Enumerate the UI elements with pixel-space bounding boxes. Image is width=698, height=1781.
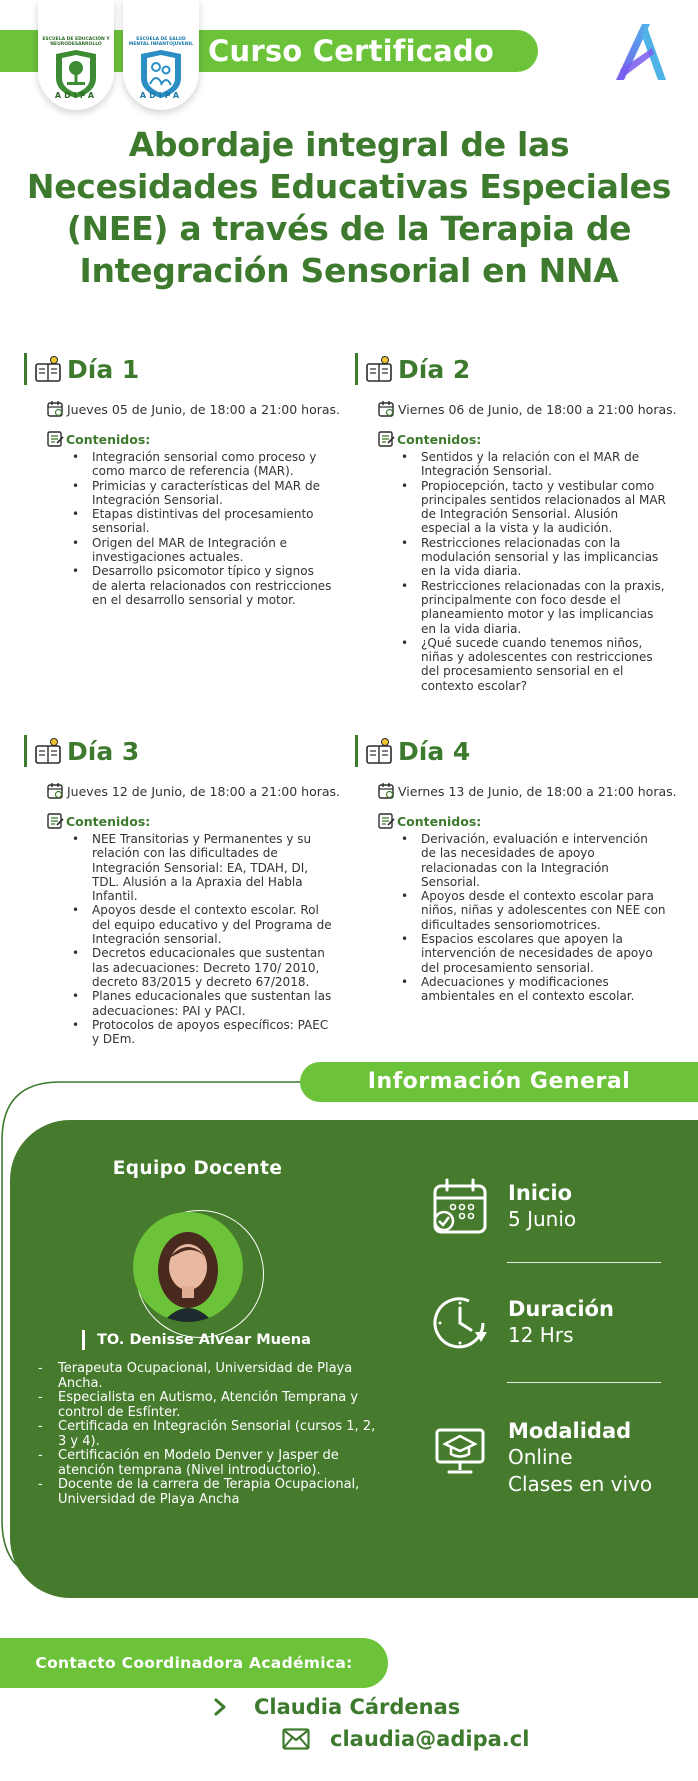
contact-name: Claudia Cárdenas [254, 1695, 461, 1719]
contents-label: Contenidos: [397, 813, 482, 829]
list-item: • Restricciones relacionadas con la modulación sensorial y las implicancias en la vida diaria. [401, 536, 666, 579]
list-item: • Apoyos desde el contexto escolar. Rol del equipo educativo y del Programa de Integración sensorial. [72, 903, 332, 946]
stat-label: Inicio [508, 1181, 573, 1205]
book-lightbulb-icon [33, 736, 63, 766]
book-lightbulb-icon [364, 736, 394, 766]
contents-header [377, 812, 690, 830]
day-date-text: Viernes 06 de Junio, de 18:00 a 21:00 horas. [398, 401, 677, 417]
day-title: Día 3 [67, 736, 140, 766]
day-date-text: Jueves 12 de Junio, de 18:00 a 21:00 horas. [67, 783, 341, 799]
day-bar [355, 735, 358, 767]
day-bar [355, 353, 358, 385]
day-bar [24, 735, 27, 767]
contents-label: Contenidos: [397, 431, 482, 447]
checklist-icon [46, 812, 64, 830]
book-lightbulb-icon [33, 354, 63, 384]
stat-inicio [508, 1180, 576, 1233]
avatar [133, 1212, 243, 1322]
laptop-graduation-icon [429, 1416, 491, 1478]
calendar-icon [46, 782, 64, 800]
topics-list [72, 832, 332, 1046]
logo-text: ESCUELA DE SALUD MENTAL INFANTOJUVENIL [128, 37, 194, 47]
calendar-icon [377, 782, 395, 800]
day-title: Día 4 [398, 736, 471, 766]
day-bar [24, 353, 27, 385]
checklist-icon [377, 812, 395, 830]
team-heading: Equipo Docente [112, 1158, 283, 1179]
day-title: Día 2 [398, 354, 471, 384]
course-title-line: Integración Sensorial en NNA [79, 251, 619, 290]
list-item: • Etapas distintivas del procesamiento sensorial. [72, 507, 332, 536]
contact-name-row [210, 1693, 460, 1721]
list-item: • Apoyos desde el contexto escolar para niños, niñas y adolescentes con NEE con dificultades sensoriomotrices. [401, 889, 666, 932]
chevron-right-icon [210, 1697, 230, 1717]
stat-value: 5 Junio [508, 1207, 577, 1231]
header-title: Curso Certificado [208, 34, 494, 68]
day-date [46, 782, 359, 800]
list-item: - Certificada en Integración Sensorial (cursos 1, 2, 3 y 4). [36, 1420, 386, 1449]
day-header [355, 734, 690, 768]
day-3-section [24, 734, 359, 1046]
list-item: • Decretos educacionales que sustentan las adecuaciones: Decreto 170/ 2010, decreto 83/2015 y decreto 67/2018. [72, 946, 332, 989]
logo-escuela-salud-mental [123, 0, 199, 110]
teacher-photo [133, 1212, 243, 1322]
course-title-line: (NEE) a través de la Terapia de [66, 209, 632, 248]
logo-brand: ADIPA [139, 91, 183, 100]
contents-header [46, 430, 359, 448]
topics-list [401, 832, 666, 1004]
stat-value: Clases en vivo [508, 1472, 653, 1496]
teacher-name: TO. Denisse Alvear Muena [82, 1330, 311, 1350]
day-date [46, 400, 359, 418]
info-panel [10, 1120, 698, 1598]
list-item: • Protocolos de apoyos específicos: PAEC y DEm. [72, 1018, 332, 1047]
list-item: - Certificación en Modelo Denver y Jasper de atención temprana (Nivel introductorio). [36, 1449, 386, 1478]
calendar-icon [46, 400, 64, 418]
contact-email-link[interactable]: claudia@adipa.cl [330, 1727, 530, 1751]
list-item: • ¿Qué sucede cuando tenemos niños, niñas y adolescentes con restricciones del procesamiento sensorial en el contexto escolar? [401, 636, 666, 693]
list-item: • Sentidos y la relación con el MAR de Integración Sensorial. [401, 450, 666, 479]
list-item: • Primicias y características del MAR de Integración Sensorial. [72, 479, 332, 508]
topics-list [72, 450, 332, 607]
list-item: - Docente de la carrera de Terapia Ocupacional, Universidad de Playa Ancha [36, 1478, 386, 1507]
mail-icon [282, 1728, 310, 1750]
topics-list [401, 450, 666, 693]
divider [507, 1382, 661, 1383]
clock-icon [429, 1292, 491, 1354]
book-lightbulb-icon [364, 354, 394, 384]
contents-label: Contenidos: [66, 813, 151, 829]
contact-title: Contacto Coordinadora Académica: [35, 1654, 353, 1672]
logo-brand: ADIPA [54, 91, 98, 100]
day-date-text: Viernes 13 de Junio, de 18:00 a 21:00 horas. [398, 783, 677, 799]
list-item: • Origen del MAR de Integración e investigaciones actuales. [72, 536, 332, 565]
list-item: • Propiocepción, tacto y vestibular como principales sentidos relacionados al MAR de Integración Sensorial. Alusión especial a la vista y la audición. [401, 479, 666, 536]
stat-label: Duración [508, 1297, 614, 1321]
calendar-check-icon [429, 1176, 491, 1238]
stat-value: 12 Hrs [508, 1323, 574, 1347]
list-item: • Desarrollo psicomotor típico y signos de alerta relacionados con restricciones en el desarrollo sensorial y motor. [72, 564, 332, 607]
course-title-line: Abordaje integral de las [128, 125, 570, 164]
course-title [20, 124, 678, 292]
list-item: • Derivación, evaluación e intervención de las necesidades de apoyo relacionadas con la Integración Sensorial. [401, 832, 666, 889]
list-item: • NEE Transitorias y Permanentes y su relación con las dificultades de Integración Sensorial: EA, TDAH, DI, TDL. Alusión a la Apraxia del Habla Infantil. [72, 832, 332, 903]
contents-label: Contenidos: [66, 431, 151, 447]
contents-header [46, 812, 359, 830]
day-date-text: Jueves 05 de Junio, de 18:00 a 21:00 horas. [67, 401, 341, 417]
stat-value: Online [508, 1445, 573, 1469]
course-title-line: Necesidades Educativas Especiales [26, 167, 672, 206]
adipa-brand-icon [612, 22, 670, 82]
list-item: • Integración sensorial como proceso y como marco de referencia (MAR). [72, 450, 332, 479]
stat-duracion [508, 1296, 614, 1349]
contents-header [377, 430, 690, 448]
day-date [377, 400, 690, 418]
list-item: • Adecuaciones y modificaciones ambientales en el contexto escolar. [401, 975, 666, 1004]
list-item: • Restricciones relacionadas con la praxis, principalmente con foco desde el planeamiento motor y las implicancias en la vida diaria. [401, 579, 666, 636]
day-header [355, 352, 690, 386]
list-item: - Especialista en Autismo, Atención Temprana y control de Esfínter. [36, 1391, 386, 1420]
day-date [377, 782, 690, 800]
day-header [24, 352, 359, 386]
list-item: • Espacios escolares que apoyen la intervención de necesidades de apoyo del procesamiento sensorial. [401, 932, 666, 975]
stat-modalidad [508, 1418, 652, 1498]
divider [507, 1262, 661, 1263]
contact-email-row[interactable] [282, 1724, 529, 1754]
calendar-icon [377, 400, 395, 418]
credentials-list [36, 1362, 386, 1507]
logo-text: ESCUELA DE EDUCACIÓN Y NEURODESARROLLO [42, 37, 110, 47]
info-title: Información General [367, 1069, 631, 1094]
list-item: - Terapeuta Ocupacional, Universidad de Playa Ancha. [36, 1362, 386, 1391]
day-1-section [24, 352, 359, 607]
day-title: Día 1 [67, 354, 140, 384]
logo-escuela-educacion [38, 0, 114, 110]
day-4-section [355, 734, 690, 1004]
stat-label: Modalidad [508, 1419, 632, 1443]
day-header [24, 734, 359, 768]
checklist-icon [377, 430, 395, 448]
checklist-icon [46, 430, 64, 448]
list-item: • Planes educacionales que sustentan las adecuaciones: PAI y PACI. [72, 989, 332, 1018]
day-2-section [355, 352, 690, 693]
